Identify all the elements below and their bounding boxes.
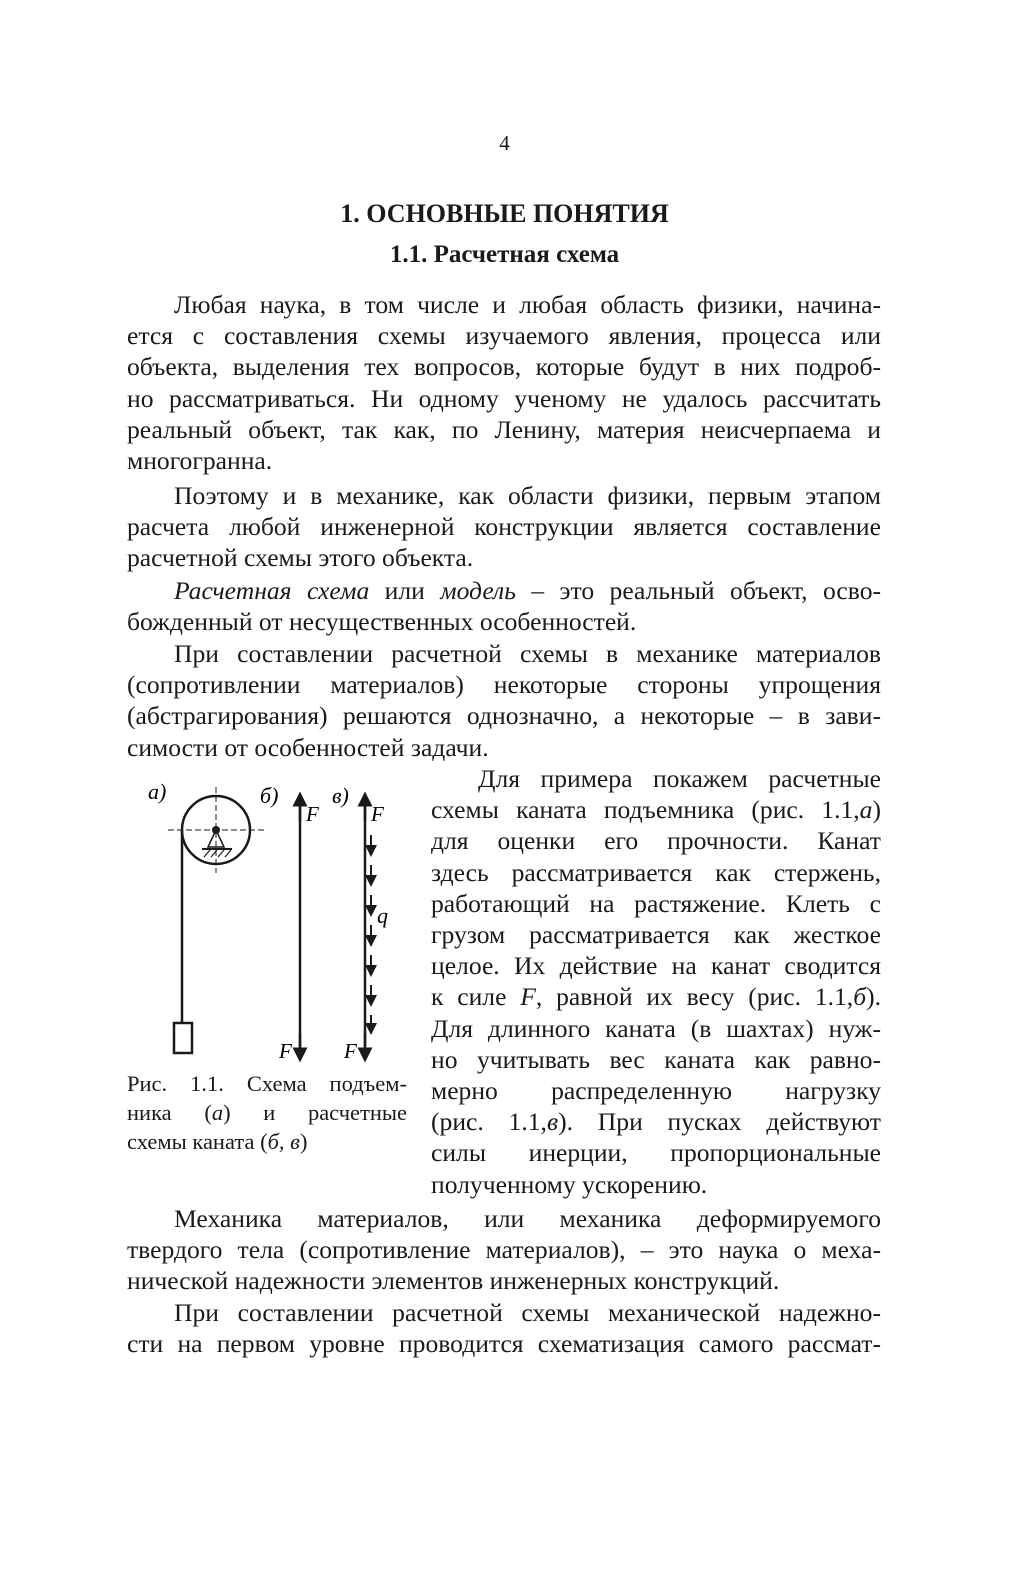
text-fragment: – это реальный объект, осво-: [515, 576, 882, 605]
text-line: мерно распределенную нагрузку: [431, 1076, 881, 1106]
force-label-bottom-v: F: [344, 1039, 357, 1063]
term-model: модель: [440, 576, 516, 605]
figure-label-v: в): [332, 783, 349, 808]
text-line: расчета любой инженерной конструкции является составление: [127, 512, 881, 542]
text-line: но учитывать вес каната как равно-: [431, 1044, 881, 1074]
text-fragment: б, в: [267, 1129, 300, 1154]
text-line: ется с составления схемы изучаемого явления, процесса или: [127, 321, 881, 351]
text-line: [431, 981, 881, 1012]
caption-line: Рис. 1.1. Схема подъем-: [127, 1071, 407, 1096]
text-line: реальный объект, так как, по Ленину, материя неисчерпаема и: [127, 414, 881, 444]
text-line: для оценки его прочности. Канат: [431, 826, 881, 856]
text-line: объекта, выделения тех вопросов, которые будут в них подроб-: [127, 352, 881, 382]
text-fragment: схемы каната подъемника (рис. 1.1,: [431, 795, 860, 825]
caption-line: [127, 1098, 407, 1127]
figure-side-text: [431, 763, 881, 1200]
text-fragment: а: [859, 795, 873, 825]
text-line: силы инерции, пропорциональные: [431, 1138, 881, 1168]
force-label-top-b: F: [306, 802, 319, 826]
text-line: (сопротивлении материалов) некоторые стороны упрощения: [127, 670, 881, 700]
text-line: многогранна.: [127, 446, 273, 476]
text-line: (абстрагирования) решаются однозначно, а некоторые – в зави-: [127, 701, 881, 731]
paragraph-1: [127, 289, 881, 476]
text-line: полученному ускорению.: [431, 1169, 708, 1199]
text-fragment: а: [211, 1100, 224, 1125]
text-line: целое. Их действие на канат сводится: [431, 951, 881, 981]
figure-label-a: а): [148, 779, 167, 804]
page-number: 4: [499, 131, 510, 155]
text-line: сти на первом уровне проводится схематизация самого рассмат-: [127, 1329, 881, 1359]
text-fragment: F: [520, 982, 536, 1012]
text-fragment: ).: [866, 982, 881, 1012]
term-design-scheme: Расчетная схема: [174, 576, 370, 605]
text-fragment: б: [853, 982, 867, 1012]
text-line: расчетной схемы этого объекта.: [127, 543, 474, 573]
text-line: работающий на растяжение. Клеть с: [431, 888, 881, 918]
caption-line: [127, 1127, 407, 1156]
hoist-cage: [174, 1023, 192, 1053]
figure-caption: [127, 1069, 407, 1156]
paragraph-5: [127, 1203, 881, 1297]
paragraph-4: [127, 638, 881, 763]
text-fragment: ). При пусках действуют: [558, 1107, 881, 1137]
text-fragment: , равной их весу (рис. 1.1,: [535, 982, 854, 1012]
text-line: здесь рассматривается как стержень,: [431, 857, 881, 887]
text-fragment: схемы каната (: [127, 1129, 268, 1154]
paragraph-6: [127, 1297, 881, 1359]
text-fragment: (рис. 1.1,: [431, 1107, 547, 1137]
load-label-q: q: [377, 903, 388, 928]
paragraph-2: [127, 480, 881, 574]
text-fragment: ника (: [127, 1100, 212, 1125]
text-line: Поэтому и в механике, как области физики, первым этапом: [174, 481, 881, 510]
figure-hoist-schemes: [140, 773, 410, 1073]
text-fragment: ): [299, 1129, 308, 1154]
chapter-title: 1. ОСНОВНЫЕ ПОНЯТИЯ: [340, 199, 669, 228]
text-line: грузом рассматривается как жесткое: [431, 920, 881, 950]
force-label-bottom-b: F: [279, 1039, 292, 1063]
section-title: 1.1. Расчетная схема: [389, 241, 620, 268]
text-line: При составлении расчетной схемы в механике материалов: [174, 639, 881, 668]
text-fragment: ) и расчетные: [223, 1100, 407, 1125]
text-line: [431, 794, 881, 825]
text-line: нической надежности элементов инженерных конструкций.: [127, 1266, 780, 1296]
figure-label-b: б): [260, 783, 279, 808]
force-label-top-v: F: [371, 802, 384, 826]
text-line: божденный от несущественных особенностей.: [127, 607, 637, 637]
text-fragment: ): [872, 795, 881, 825]
paragraph-3: [127, 575, 881, 637]
text-fragment: к силе: [431, 982, 521, 1012]
text-line: но рассматриваться. Ни одному ученому не удалось рассчитать: [127, 383, 881, 413]
text-fragment: в: [546, 1107, 559, 1137]
text-line: [431, 1106, 881, 1137]
text-line: При составлении расчетной схемы механической надежно-: [174, 1298, 881, 1327]
text-line: [127, 575, 881, 606]
text-line: Для примера покажем расчетные: [478, 764, 881, 793]
text-line: симости от особенностей задачи.: [127, 732, 489, 762]
text-fragment: или: [369, 576, 441, 605]
text-line: Любая наука, в том числе и любая область физики, начина-: [174, 290, 881, 319]
text-line: твердого тела (сопротивление материалов), – это наука о меха-: [127, 1235, 881, 1265]
text-line: Для длинного каната (в шахтах) нуж-: [431, 1013, 881, 1043]
text-line: Механика материалов, или механика деформируемого: [174, 1204, 881, 1233]
